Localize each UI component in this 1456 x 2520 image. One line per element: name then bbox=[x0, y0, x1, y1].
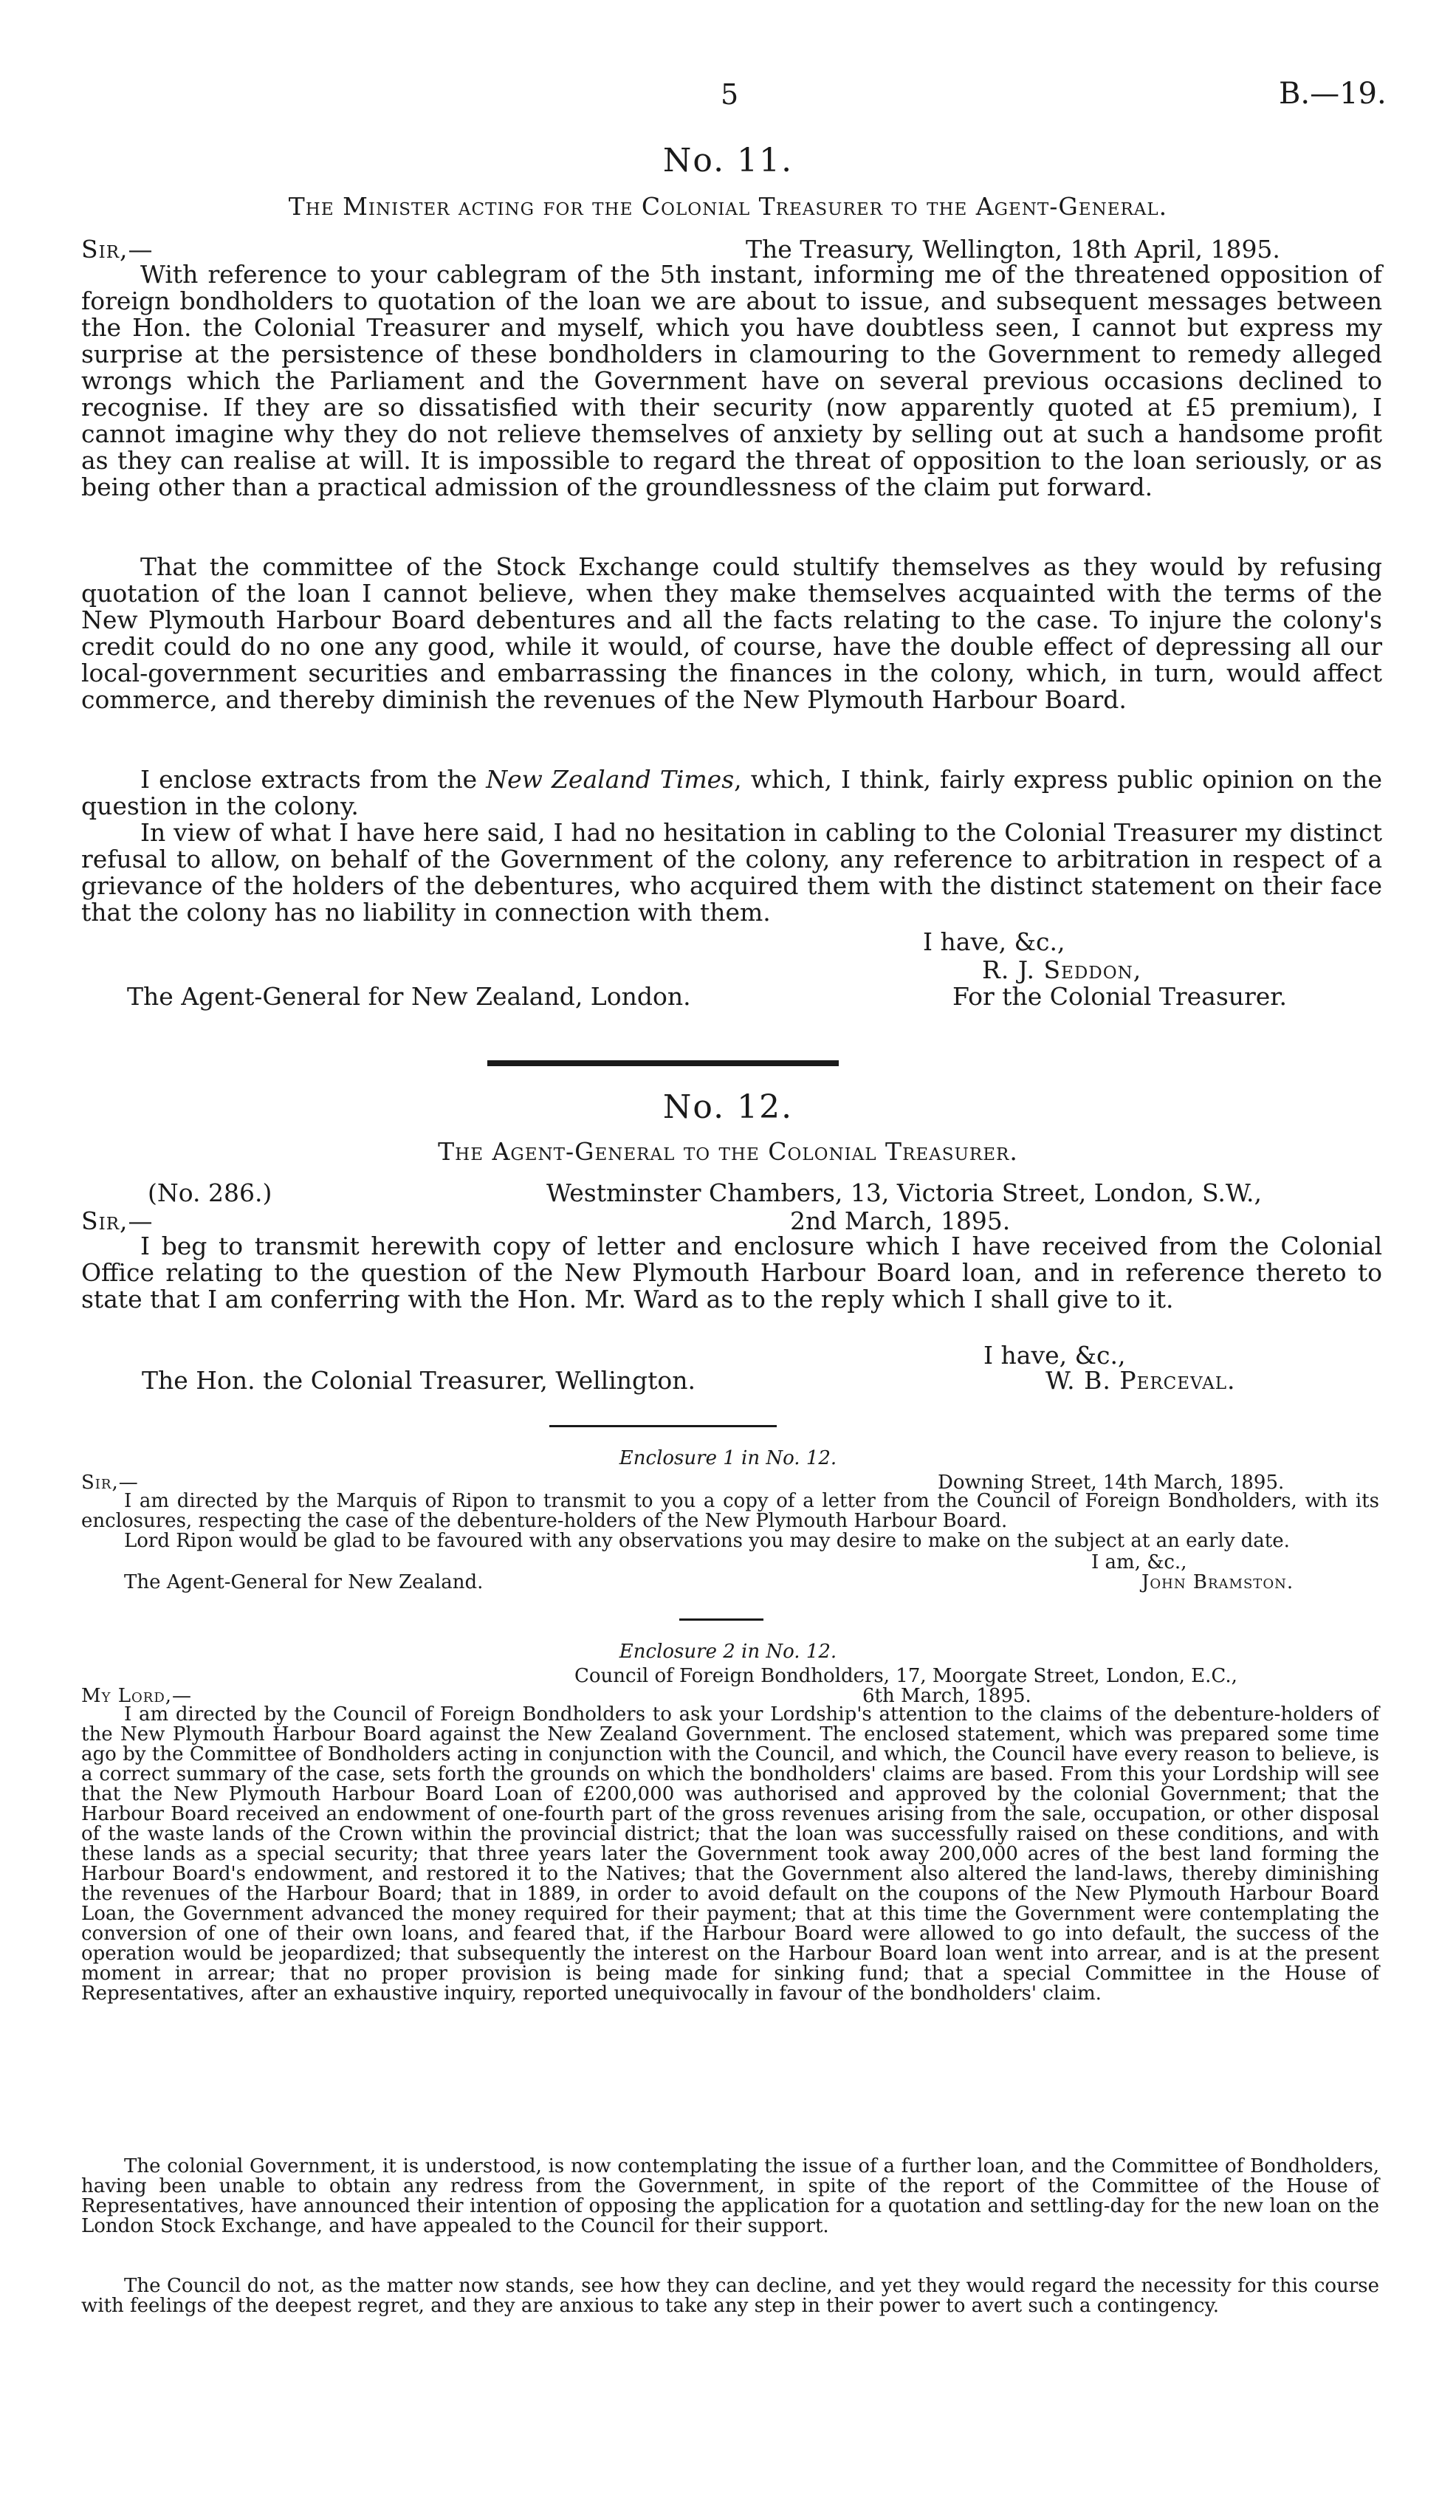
enclosure-divider bbox=[679, 1618, 763, 1621]
enclosure-1-address-date: Downing Street, 14th March, 1895. bbox=[938, 1472, 1285, 1494]
letter-11-addressee: The Agent-General for New Zealand, London. bbox=[127, 982, 691, 1011]
enclosure-1-salutation: Sir,— bbox=[81, 1472, 139, 1494]
enclosure-2-paragraph-1: I am directed by the Council of Foreign Bondholders to ask your Lordship's attention to the claims of the debenture-holders of the New Plymouth Harbour Board against the New Zealand Government. The enclosed statement, which was prepared some time ago by the Committee of Bondholders acting in conjunction with the Council, and which, the Council have every reason to believe, is a correct summary of the case, sets forth the grounds on which the bondholders' claims are based. From this your Lordship will see that the New Plymouth Harbour Board Loan of £200,000 was authorised and approved by the colonial Government; that the Harbour Board received an endowment of one-fourth part of the gross revenues arising from the sale, occupation, or other disposal of the waste lands of the Crown within the provincial district; that the loan was successfully raised on these conditions, and with these lands as a special security; that three years later the Government took away 200,000 acres of the best land forming the Harbour Board's endowment, and restored it to the Natives; that the Government also altered the land-laws, thereby diminishing the revenues of the Harbour Board; that in 1889, in order to avoid default on the coupons of the New Plymouth Harbour Board Loan, the Government advanced the money required for their payment; that at this time the Government were contemplating the conversion of one of their own loans, and feared that, if the Harbour Board were allowed to go into default, the success of the operation would be jeopardized; that subsequently the interest on the Harbour Board loan went into arrear, and is at the present moment in arrear; that no proper provision is being made for sinking fund; that a special Committee in the House of Representatives, after an exhaustive inquiry, reported unequivocally in favour of the bondholders' claim. bbox=[81, 1703, 1379, 2005]
newspaper-title: New Zealand Times bbox=[486, 765, 735, 794]
letter-11-heading: The Minister acting for the Colonial Treasurer to the Agent-General. bbox=[288, 192, 1168, 221]
page-number: 5 bbox=[721, 78, 739, 111]
enclosure-1-closing: I am, &c., bbox=[1091, 1551, 1187, 1573]
enclosure-2-salutation: My Lord,— bbox=[81, 1685, 193, 1707]
letter-12-signature: W. B. Perceval. bbox=[1045, 1366, 1236, 1395]
letter-11-salutation: Sir,— bbox=[81, 235, 154, 264]
enclosure-2-heading: Enclosure 2 in No. 12. bbox=[619, 1641, 837, 1663]
letter-11-signature: R. J. Seddon, bbox=[982, 955, 1142, 984]
enclosure-1-addressee: The Agent-General for New Zealand. bbox=[124, 1571, 484, 1593]
letter-11-signature-role: For the Colonial Treasurer. bbox=[952, 982, 1287, 1011]
enclosure-2-paragraph-3: The Council do not, as the matter now stands, see how they can decline, and yet they would regard the necessity for this course with feelings of the deepest regret, and they are anxious to take any step in their power to avert such a contingency. bbox=[81, 2275, 1379, 2317]
letter-11-closing: I have, &c., bbox=[923, 927, 1065, 956]
letter-11-paragraph-2: That the committee of the Stock Exchange could stultify themselves as they would by refusing quotation of the loan I cannot believe, when they make themselves acquainted with the terms of the New Plymouth Harbour Board debentures and all the facts relating to the case. To injure the colony's credit could do no one any good, while it would, of course, have the double effect of depressing all our local-government securities and embarrassing the finances in the colony, which, in turn, would affect commerce, and thereby diminish the revenues of the New Plymouth Harbour Board. bbox=[81, 552, 1382, 714]
letter-12-reference: (No. 286.) bbox=[148, 1178, 272, 1207]
letter-12-heading: The Agent-General to the Colonial Treasurer. bbox=[438, 1137, 1018, 1166]
enclosure-2-date: 6th March, 1895. bbox=[862, 1685, 1031, 1707]
letter-12-salutation: Sir,— bbox=[81, 1206, 154, 1235]
letter-number-11: No. 11. bbox=[662, 142, 794, 179]
letter-12-address: Westminster Chambers, 13, Victoria Street, London, S.W., bbox=[546, 1178, 1262, 1207]
section-divider bbox=[549, 1425, 777, 1427]
letter-11-address-date: The Treasury, Wellington, 18th April, 1895. bbox=[746, 235, 1280, 264]
enclosure-2-paragraph-2: The colonial Government, it is understood, is now contemplating the issue of a further loan, and the Committee of Bondholders, having been unable to obtain any redress from the Government, in spite of the report of the Committee of the House of Representatives, have announced their intention of opposing the application for a quotation and settling-day for the new loan on the London Stock Exchange, and have appealed to the Council for their support. bbox=[81, 2155, 1379, 2237]
letter-12-closing: I have, &c., bbox=[983, 1341, 1126, 1370]
letter-11-paragraph-3: I enclose extracts from the New Zealand Times, which, I think, fairly express public opinion on the question in the colony. bbox=[81, 765, 1382, 820]
enclosure-1-paragraph-1: I am directed by the Marquis of Ripon to transmit to you a copy of a letter from the Council of Foreign Bondholders, with its enclosures, respecting the case of the debenture-holders of the New Plymouth Harbour Board. bbox=[81, 1490, 1379, 1532]
letter-11-paragraph-4: In view of what I have here said, I had no hesitation in cabling to the Colonial Treasurer my distinct refusal to allow, on behalf of the Government of the colony, any reference to arbitration in respect of a grievance of the holders of the debentures, who acquired them with the distinct statement on their face that the colony has no liability in connection with them. bbox=[81, 818, 1382, 927]
enclosure-2-address: Council of Foreign Bondholders, 17, Moorgate Street, London, E.C., bbox=[574, 1665, 1237, 1687]
enclosure-1-heading: Enclosure 1 in No. 12. bbox=[619, 1447, 837, 1469]
enclosure-1-signature: John Bramston. bbox=[1141, 1571, 1294, 1593]
enclosure-1-paragraph-2: Lord Ripon would be glad to be favoured with any observations you may desire to make on the subject at an early date. bbox=[124, 1530, 1290, 1552]
document-reference: B.—19. bbox=[1279, 77, 1387, 111]
letter-12-paragraph: I beg to transmit herewith copy of letter and enclosure which I have received from the Colonial Office relating to the question of the New Plymouth Harbour Board loan, and in reference thereto to state that I am conferring with the Hon. Mr. Ward as to the reply which I shall give to it. bbox=[81, 1232, 1382, 1314]
section-divider-thick bbox=[487, 1060, 839, 1066]
letter-12-addressee: The Hon. the Colonial Treasurer, Wellington. bbox=[142, 1366, 696, 1395]
letter-number-12: No. 12. bbox=[662, 1088, 794, 1126]
letter-11-paragraph-1: With reference to your cablegram of the 5th instant, informing me of the threatened opposition of foreign bondholders to quotation of the loan we are about to issue, and subsequent messages between the Hon. the Colonial Treasurer and myself, which you have doubtless seen, I cannot but express my surprise at the persistence of these bondholders in clamouring to the Government to remedy alleged wrongs which the Parliament and the Government have on several previous occasions declined to recognise. If they are so dissatisfied with their security (now apparently quoted at £5 premium), I cannot imagine why they do not relieve themselves of anxiety by selling out at such a handsome profit as they can realise at will. It is impossible to regard the threat of opposition to the loan seriously, or as being other than a practical admission of the groundlessness of the claim put forward. bbox=[81, 260, 1382, 501]
letter-12-date: 2nd March, 1895. bbox=[790, 1206, 1011, 1235]
